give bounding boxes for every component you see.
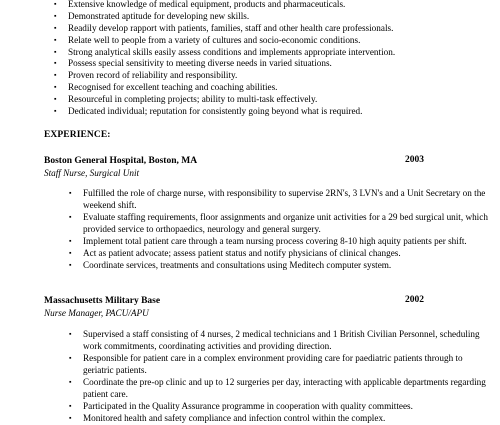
skill-item: ▪ Possess special sensitivity to meeting diverse needs in varied situations.	[68, 58, 488, 70]
duty-item: ▪ Implement total patient care through a team nursing process covering 8-10 high aquity patients per shift.	[83, 236, 488, 248]
duty-item: ▪ Supervised a staff consisting of 4 nurses, 2 medical technicians and 1 British Civilian Personnel, scheduling work commitments, coordinating activities and providing direction.	[83, 329, 488, 352]
skill-item: ▪ Proven record of reliability and responsibility.	[68, 70, 488, 82]
skill-item: ▪ Demonstrated aptitude for developing new skills.	[68, 11, 488, 23]
job-role: Nurse Manager, PACU/APU	[44, 307, 149, 318]
skill-item: ▪ Extensive knowledge of medical equipment, products and pharmaceuticals.	[68, 0, 488, 11]
duty-item: ▪ Coordinate services, treatments and consultations using Meditech computer system.	[83, 260, 488, 272]
job-year: 2003	[405, 155, 424, 165]
duty-item: ▪ Act as patient advocate; assess patient status and notify physicians of clinical changes.	[83, 248, 488, 260]
job-duties-list	[83, 188, 488, 272]
job-header	[44, 295, 424, 319]
skills-list	[68, 0, 488, 118]
duty-item: ▪ Evaluate staffing requirements, floor assignments and organize unit activities for a 29 bed surgical unit, which provided service to orthopaedics, neurology and general surgery.	[83, 212, 488, 235]
experience-heading: EXPERIENCE:	[44, 130, 111, 140]
job-header	[44, 155, 424, 179]
duty-item: ▪ Monitored health and safety compliance and infection control within the complex.	[83, 413, 488, 425]
job-year: 2002	[405, 295, 424, 305]
employer-name: Boston General Hospital, Boston, MA	[44, 156, 198, 166]
skill-item: ▪ Resourceful in completing projects; ability to multi-task effectively.	[68, 94, 488, 106]
duty-item: ▪ Participated in the Quality Assurance programme in cooperation with quality committees.	[83, 401, 488, 413]
skill-item: ▪ Recognised for excellent teaching and coaching abilities.	[68, 82, 488, 94]
duty-item: ▪ Coordinate the pre-op clinic and up to 12 surgeries per day, interacting with applicable departments regarding patient care.	[83, 377, 488, 400]
employer-name: Massachusetts Military Base	[44, 296, 161, 306]
job-duties-list	[83, 329, 488, 425]
skill-item: ▪ Dedicated individual; reputation for consistently going beyond what is required.	[68, 106, 488, 118]
skill-item: ▪ Readily develop rapport with patients, families, staff and other health care professionals.	[68, 23, 488, 35]
duty-item: ▪ Fulfilled the role of charge nurse, with responsibility to supervise 2RN's, 3 LVN's and a Unit Secretary on the weekend shift.	[83, 188, 488, 211]
skill-item: ▪ Relate well to people from a variety of cultures and socio-economic conditions.	[68, 35, 488, 47]
skill-item: ▪ Strong analytical skills easily assess conditions and implements appropriate intervention.	[68, 47, 488, 59]
job-role: Staff Nurse, Surgical Unit	[44, 167, 140, 178]
duty-item: ▪ Responsible for patient care in a complex environment providing care for paediatric patients through to geriatric patients.	[83, 353, 488, 376]
